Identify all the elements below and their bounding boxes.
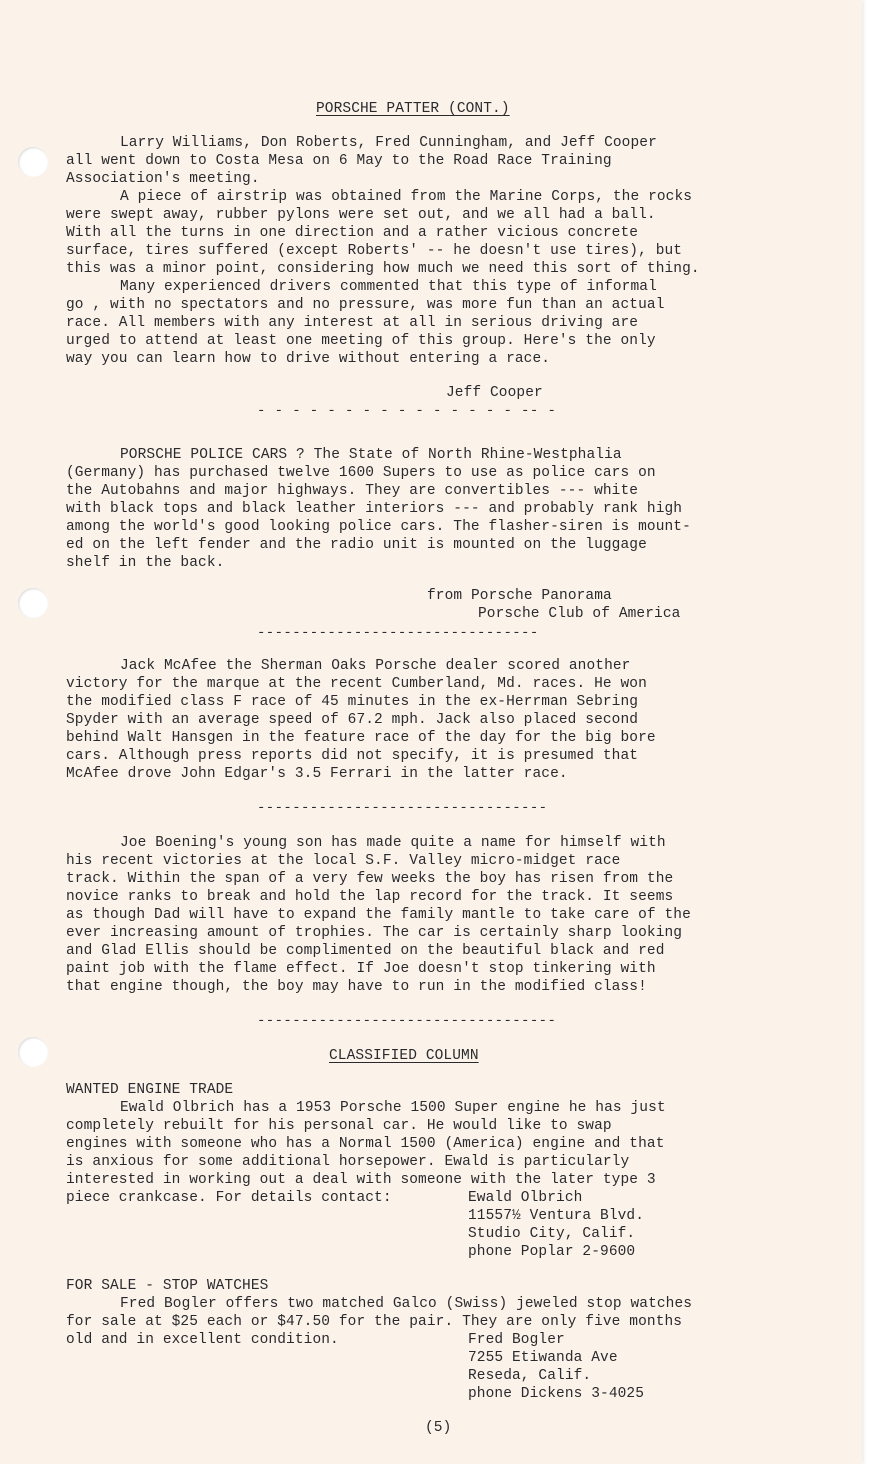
- section-divider: ---------------------------------: [257, 800, 548, 816]
- paragraph-line: Spyder with an average speed of 67.2 mph. Jack also placed second: [66, 712, 639, 728]
- section-divider: - - - - - - - - - - - - - - - -- -: [257, 403, 557, 419]
- paragraph-line: track. Within the span of a very few weeks the boy has risen from the: [66, 871, 674, 887]
- paragraph-line: the modified class F race of 45 minutes in the ex-Herrman Sebring: [66, 694, 639, 710]
- ad-line: completely rebuilt for his personal car. He would like to swap: [66, 1118, 612, 1134]
- paragraph-line: his recent victories at the local S.F. Valley micro-midget race: [66, 853, 621, 869]
- paragraph-line: among the world's good looking police cars. The flasher-siren is mount-: [66, 519, 691, 535]
- contact-city: Reseda, Calif.: [468, 1368, 592, 1384]
- ad-line: for sale at $25 each or $47.50 for the pair. They are only five months: [66, 1314, 683, 1330]
- ad-line: Fred Bogler offers two matched Galco (Swiss) jeweled stop watches: [120, 1296, 693, 1312]
- paragraph-line: race. All members with any interest at all in serious driving are: [66, 315, 639, 331]
- ad-line: engines with someone who has a Normal 1500 (America) engine and that: [66, 1136, 665, 1152]
- paragraph-line: surface, tires suffered (except Roberts' -- he doesn't use tires), but: [66, 243, 683, 259]
- contact-address: 7255 Etiwanda Ave: [468, 1350, 618, 1366]
- ad-line: old and in excellent condition.: [66, 1332, 339, 1348]
- ad-line: is anxious for some additional horsepower. Ewald is particularly: [66, 1154, 630, 1170]
- paragraph-line: that engine though, the boy may have to run in the modified class!: [66, 979, 647, 995]
- author-signature: Jeff Cooper: [446, 385, 543, 401]
- paragraph-line: A piece of airstrip was obtained from the Marine Corps, the rocks: [120, 189, 693, 205]
- paragraph-line: were swept away, rubber pylons were set out, and we all had a ball.: [66, 207, 656, 223]
- paragraph-line: paint job with the flame effect. If Joe doesn't stop tinkering with: [66, 961, 656, 977]
- ad-line: piece crankcase. For details contact:: [66, 1190, 392, 1206]
- contact-name: Ewald Olbrich: [468, 1190, 583, 1206]
- section-divider: ----------------------------------: [257, 1013, 557, 1029]
- paragraph-line: the Autobahns and major highways. They are convertibles --- white: [66, 483, 639, 499]
- paragraph-line: behind Walt Hansgen in the feature race of the day for the big bore: [66, 730, 656, 746]
- paragraph-line: Jack McAfee the Sherman Oaks Porsche dealer scored another: [120, 658, 631, 674]
- page-number: (5): [425, 1420, 452, 1436]
- paragraph-line: novice ranks to break and hold the lap record for the track. It seems: [66, 889, 674, 905]
- paragraph-line: PORSCHE POLICE CARS ? The State of North Rhine-Westphalia: [120, 447, 622, 463]
- paragraph-line: and Glad Ellis should be complimented on the beautiful black and red: [66, 943, 665, 959]
- contact-city: Studio City, Calif.: [468, 1226, 636, 1242]
- page-title: PORSCHE PATTER (CONT.): [316, 101, 510, 117]
- contact-phone: phone Dickens 3-4025: [468, 1386, 645, 1402]
- section-divider: --------------------------------: [257, 625, 539, 641]
- ad-heading: FOR SALE - STOP WATCHES: [66, 1278, 269, 1294]
- paragraph-line: urged to attend at least one meeting of this group. Here's the only: [66, 333, 656, 349]
- contact-phone: phone Poplar 2-9600: [468, 1244, 636, 1260]
- paragraph-line: with black tops and black leather interiors --- and probably rank high: [66, 501, 683, 517]
- paragraph-line: Many experienced drivers commented that this type of informal: [120, 279, 657, 295]
- paragraph-line: as though Dad will have to expand the family mantle to take care of the: [66, 907, 691, 923]
- paragraph-line: McAfee drove John Edgar's 3.5 Ferrari in the latter race.: [66, 766, 568, 782]
- paragraph-line: Joe Boening's young son has made quite a name for himself with: [120, 835, 666, 851]
- paragraph-line: shelf in the back.: [66, 555, 225, 571]
- source-credit: from Porsche Panorama: [427, 588, 612, 604]
- ad-line: interested in working out a deal with someone with the later type 3: [66, 1172, 656, 1188]
- paragraph-line: go , with no spectators and no pressure, was more fun than an actual: [66, 297, 665, 313]
- paragraph-line: ever increasing amount of trophies. The car is certainly sharp looking: [66, 925, 683, 941]
- punch-hole: [18, 147, 48, 177]
- punch-hole: [18, 588, 48, 618]
- paragraph-line: way you can learn how to drive without entering a race.: [66, 351, 551, 367]
- paragraph-line: this was a minor point, considering how much we need this sort of thing.: [66, 261, 700, 277]
- ad-line: Ewald Olbrich has a 1953 Porsche 1500 Super engine he has just: [120, 1100, 666, 1116]
- punch-hole: [18, 1037, 48, 1067]
- contact-name: Fred Bogler: [468, 1332, 565, 1348]
- ad-heading: WANTED ENGINE TRADE: [66, 1082, 234, 1098]
- paragraph-line: Association's meeting.: [66, 171, 260, 187]
- paragraph-line: (Germany) has purchased twelve 1600 Supers to use as police cars on: [66, 465, 656, 481]
- paragraph-line: victory for the marque at the recent Cumberland, Md. races. He won: [66, 676, 647, 692]
- paragraph-line: Larry Williams, Don Roberts, Fred Cunningham, and Jeff Cooper: [120, 135, 657, 151]
- paragraph-line: ed on the left fender and the radio unit is mounted on the luggage: [66, 537, 647, 553]
- contact-address: 11557½ Ventura Blvd.: [468, 1208, 645, 1224]
- paragraph-line: cars. Although press reports did not specify, it is presumed that: [66, 748, 639, 764]
- classified-heading: CLASSIFIED COLUMN: [329, 1048, 479, 1064]
- paragraph-line: With all the turns in one direction and a rather vicious concrete: [66, 225, 639, 241]
- source-credit: Porsche Club of America: [478, 606, 681, 622]
- paragraph-line: all went down to Costa Mesa on 6 May to the Road Race Training: [66, 153, 612, 169]
